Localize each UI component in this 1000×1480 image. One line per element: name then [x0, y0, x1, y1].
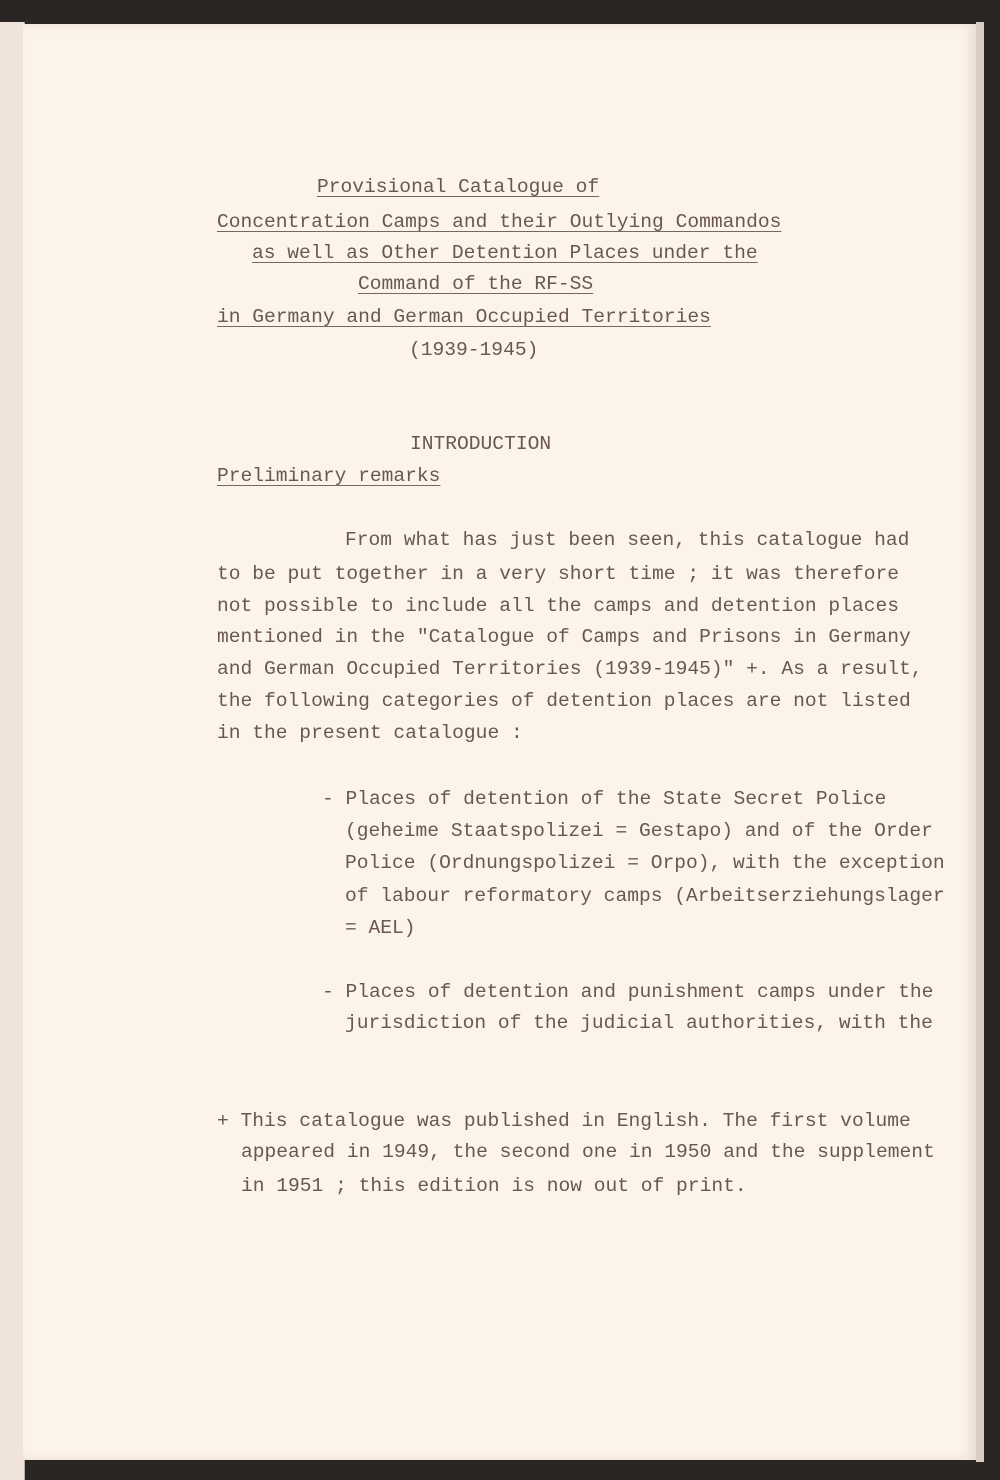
- list-item-line: of labour reformatory camps (Arbeitserziehungslager: [345, 885, 945, 907]
- list-item-line: (geheime Staatspolizei = Gestapo) and of the Order: [345, 820, 933, 842]
- paragraph-line: and German Occupied Territories (1939-1945)" +. As a result,: [217, 658, 923, 680]
- list-item-line: - Places of detention of the State Secret Police: [322, 788, 887, 810]
- paragraph-line: mentioned in the "Catalogue of Camps and Prisons in Germany: [217, 626, 911, 648]
- paragraph-line: to be put together in a very short time ; it was therefore: [217, 563, 899, 585]
- paragraph-line: in the present catalogue :: [217, 722, 523, 744]
- section-heading: INTRODUCTION: [410, 433, 552, 455]
- paragraph-line: From what has just been seen, this catalogue had: [345, 529, 910, 551]
- title-line: Provisional Catalogue of: [317, 176, 600, 198]
- previous-page-edge: [0, 22, 25, 1480]
- title-line: in Germany and German Occupied Territories: [217, 306, 711, 328]
- paragraph-line: not possible to include all the camps and detention places: [217, 595, 899, 617]
- subheading: Preliminary remarks: [217, 465, 441, 487]
- footnote-line: + This catalogue was published in English. The first volume: [217, 1110, 911, 1132]
- list-item-line: - Places of detention and punishment camps under the: [322, 981, 934, 1003]
- title-years: (1939-1945): [409, 339, 539, 361]
- paragraph-line: the following categories of detention places are not listed: [217, 690, 911, 712]
- footnote-line: appeared in 1949, the second one in 1950 and the supplement: [241, 1141, 935, 1163]
- title-line: Concentration Camps and their Outlying Commandos: [217, 211, 782, 233]
- footnote-line: in 1951 ; this edition is now out of print.: [241, 1175, 747, 1197]
- list-item-line: jurisdiction of the judicial authorities, with the: [345, 1012, 933, 1034]
- list-item-line: Police (Ordnungspolizei = Orpo), with the exception: [345, 852, 945, 874]
- title-line: as well as Other Detention Places under the: [252, 242, 758, 264]
- title-line: Command of the RF-SS: [358, 273, 594, 295]
- list-item-line: = AEL): [345, 917, 416, 939]
- page-edge: [976, 22, 984, 1462]
